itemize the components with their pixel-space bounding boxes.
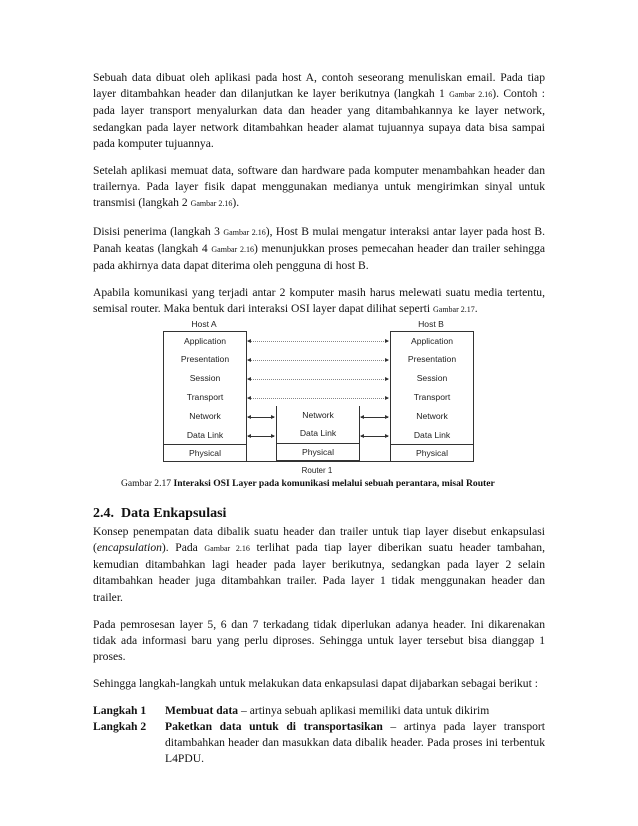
router-stack xyxy=(276,406,358,462)
peer-arrow-session xyxy=(248,379,388,380)
layer-presentation: Presentation xyxy=(407,354,457,365)
document-page xyxy=(93,70,545,767)
layer-physical: Physical xyxy=(391,444,473,462)
section-heading: 2.4. Data Enkapsulasi xyxy=(93,505,227,521)
paragraph-3: Disisi penerima (langkah 3 Gambar 2.16), Host B mulai mengatur interaksi antar layer pada host B. Panah keatas (langkah 4 Gambar 2.16) menunjukkan proses pemecahan header dan trailer sehingga pada akhirnya data dapat diterima oleh pengguna di host B. xyxy=(93,224,546,273)
host-a-stack xyxy=(163,331,247,463)
figure-ref: Gambar 2.16 xyxy=(211,244,254,254)
layer-transport: Transport xyxy=(186,392,224,403)
router-label: Router 1 xyxy=(301,465,333,475)
figure-ref: Gambar 2.16 xyxy=(223,227,266,237)
paragraph-1: Sebuah data dibuat oleh aplikasi pada host A, contoh seseorang menuliskan email. Pada tiap layer ditambahkan header dan dilanjutkan ke layer berikutnya (langkah 1 Gambar 2.16). Contoh : pada layer transport menyalurkan data dan header yang ditambahkannya ke layer network, sedangkan pada layer network ditambahkan header alamat tujuannya supaya data bisa sampai pada komputer tujuannya. xyxy=(93,71,546,150)
figure-ref: Gambar 2.16 xyxy=(449,90,493,100)
host-b-label: Host B xyxy=(418,318,444,329)
arrow-network-a xyxy=(248,417,274,418)
step-item: Langkah 2 Paketkan data untuk di transportasikan – artinya pada layer transport ditambahkan header dan masukkan data dibalik header. Pada proses ini terbentuk L4PDU. xyxy=(93,719,545,766)
paragraph-2: Setelah aplikasi memuat data, software dan hardware pada komputer menambahkan header dan trailernya. Pada layer fisik dapat menggunakan medianya untuk mengirimkan sinyal untuk transmisi (langkah 2 Gambar 2.16). xyxy=(93,164,545,210)
router-layer-data-link: Data Link xyxy=(299,428,337,439)
paragraph-5: Konsep penempatan data dibalik suatu header dan trailer untuk tiap layer disebut enkapsulasi (encapsulation). Pada Gambar 2.16 terlihat pada tiap layer diberikan suatu header tambahan, kemudian ditambahkan lagi header pada layer berikutnya, sedangkan pada layer 2 selain ditambahkan header juga ditambahkan trailer. Pada layer 1 tidak menggunakan header dan trailer. xyxy=(93,524,546,604)
layer-data-link: Data Link xyxy=(413,429,451,440)
layer-physical: Physical xyxy=(164,444,246,462)
peer-arrow-application xyxy=(248,341,388,342)
paragraph-4: Apabila komunikasi yang terjadi antar 2 komputer masih harus melewati suatu media tertentu, semisal router. Maka bentuk dari interaksi OSI layer dapat dilihat seperti Gambar 2.17. xyxy=(93,286,545,316)
figure-ref: Gambar 2.16 xyxy=(204,544,250,554)
layer-presentation: Presentation xyxy=(180,354,230,365)
figure-ref: Gambar 2.16 xyxy=(190,199,233,209)
peer-arrow-transport xyxy=(248,398,388,399)
physical-link-line xyxy=(163,461,472,462)
router-layer-physical: Physical xyxy=(277,443,359,461)
arrow-datalink-a xyxy=(248,436,274,437)
osi-router-diagram xyxy=(93,318,545,475)
arrow-datalink-b xyxy=(361,436,388,437)
peer-arrow-presentation xyxy=(248,360,388,361)
figure-caption: Gambar 2.17 Interaksi OSI Layer pada komunikasi melalui sebuah perantara, misal Router xyxy=(121,477,495,489)
host-a-label: Host A xyxy=(191,318,217,329)
host-b-stack xyxy=(390,331,474,463)
arrow-network-b xyxy=(361,417,388,418)
steps-list xyxy=(93,703,545,768)
paragraph-7: Sehingga langkah-langkah untuk melakukan data enkapsulasi dapat dijabarkan sebagai berikut : xyxy=(93,677,538,691)
step-item: Langkah 1 Membuat data – artinya sebuah aplikasi memiliki data untuk dikirim xyxy=(93,703,490,717)
layer-application: Application xyxy=(410,335,454,346)
layer-network: Network xyxy=(189,410,221,421)
layer-data-link: Data Link xyxy=(186,429,224,440)
layer-application: Application xyxy=(183,335,227,346)
router-layer-network: Network xyxy=(302,409,334,420)
layer-session: Session xyxy=(416,373,448,384)
paragraph-6: Pada pemrosesan layer 5, 6 dan 7 terkadang tidak diperlukan adanya header. Ini dikarenakan tidak ada informasi baru yang perlu diproses. Sehingga untuk layer tersebut bisa dianggap 1 proses. xyxy=(93,617,545,664)
layer-session: Session xyxy=(189,373,221,384)
layer-network: Network xyxy=(416,410,448,421)
layer-transport: Transport xyxy=(413,392,451,403)
figure-ref: Gambar 2.17 xyxy=(432,305,475,315)
